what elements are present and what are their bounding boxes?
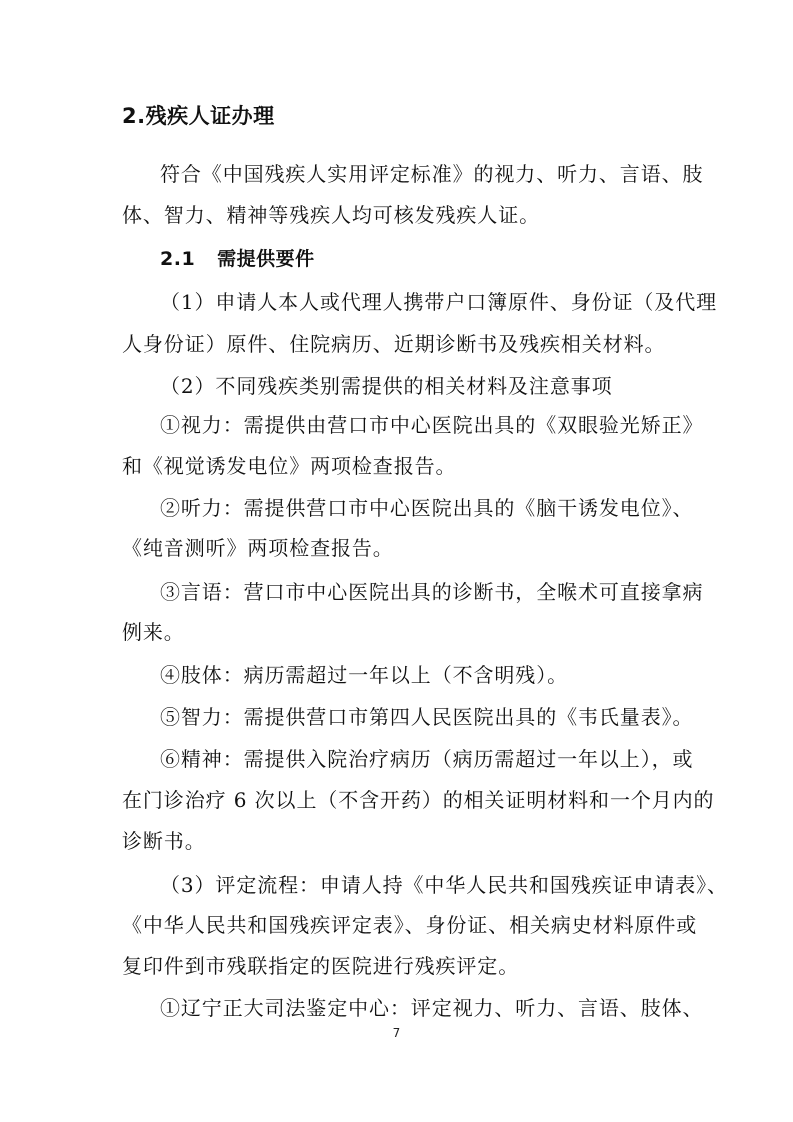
- intro-line-1: 符合《中国残疾人实用评定标准》的视力、听力、言语、肢: [160, 162, 704, 186]
- section-heading: 2.残疾人证办理: [122, 104, 275, 128]
- intellect-item: ⑤智力：需提供营口市第四人民医院出具的《韦氏量表》。: [160, 705, 694, 729]
- item-2: （2）不同残疾类别需提供的相关材料及注意事项: [160, 374, 613, 398]
- mental-line-2: 在门诊治疗 6 次以上（不含开药）的相关证明材料和一个月内的: [122, 788, 715, 812]
- item-1-line-1: （1）申请人本人或代理人携带户口簿原件、身份证（及代理: [160, 290, 718, 314]
- item-3-line-2: 《中华人民共和国残疾评定表》、身份证、相关病史材料原件或: [122, 913, 698, 937]
- vision-line-2: 和《视觉诱发电位》两项检查报告。: [122, 454, 457, 478]
- subsection-number: 2.1: [160, 248, 196, 270]
- hearing-line-2: 《纯音测听》两项检查报告。: [122, 536, 394, 560]
- mental-line-1: ⑥精神：需提供入院治疗病历（病历需超过一年以上），或: [160, 747, 694, 771]
- intro-line-2: 体、智力、精神等残疾人均可核发残疾人证。: [122, 203, 540, 227]
- speech-line-2: 例来。: [122, 620, 185, 644]
- page-number: 7: [392, 1026, 401, 1040]
- item-1-line-2: 人身份证）原件、住院病历、近期诊断书及残疾相关材料。: [122, 332, 666, 356]
- speech-line-1: ③言语：营口市中心医院出具的诊断书，全喉术可直接拿病: [160, 580, 704, 604]
- assessment-center-line-1: ①辽宁正大司法鉴定中心：评定视力、听力、言语、肢体、: [160, 996, 704, 1020]
- subsection-title: 需提供要件: [217, 248, 315, 270]
- limb-item: ④肢体：病历需超过一年以上（不含明残）。: [160, 663, 568, 687]
- mental-line-3: 诊断书。: [122, 829, 206, 853]
- vision-line-1: ①视力：需提供由营口市中心医院出具的《双眼验光矫正》: [160, 413, 704, 437]
- item-3-line-1: （3）评定流程：申请人持《中华人民共和国残疾证申请表》、: [160, 873, 728, 897]
- hearing-line-1: ②听力：需提供营口市中心医院出具的《脑干诱发电位》、: [160, 496, 694, 520]
- subsection-heading: [160, 245, 315, 273]
- item-3-line-3: 复印件到市残联指定的医院进行残疾评定。: [122, 954, 520, 978]
